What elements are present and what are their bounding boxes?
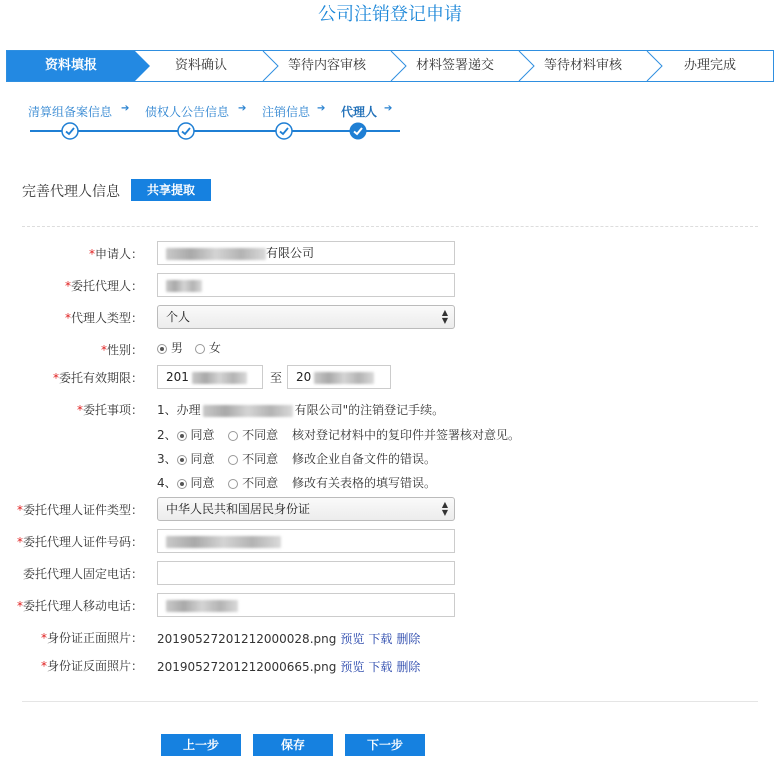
- arrow-right-icon: ➔: [384, 103, 393, 114]
- id-type-select[interactable]: 中华人民共和国居民身份证 ▲ ▼: [157, 497, 455, 521]
- bottom-divider: [22, 701, 758, 702]
- agree-radio[interactable]: 同意: [177, 428, 215, 442]
- check-circle-icon: [61, 122, 79, 140]
- applicant-label: *申请人：: [88, 247, 143, 261]
- gender-label: *性别：: [100, 343, 143, 357]
- fixed-phone-field[interactable]: [157, 561, 455, 585]
- download-link[interactable]: 下载: [368, 632, 393, 646]
- step-confirm-info: 资料确认: [174, 58, 227, 73]
- gender-male-radio[interactable]: 男: [157, 340, 183, 356]
- validity-end-input[interactable]: 20: [287, 365, 391, 389]
- step-fill-info: 资料填报: [44, 58, 97, 73]
- matter-item-4: 4、 同意 不同意 修改有关表格的填写错误。: [157, 476, 436, 490]
- applicant-field[interactable]: 有限公司: [157, 241, 455, 265]
- disagree-radio[interactable]: 不同意: [228, 428, 278, 442]
- delete-link[interactable]: 删除: [396, 632, 421, 646]
- id-number-label: *委托代理人证件号码：: [16, 535, 143, 549]
- step-material-review: 等待材料审核: [543, 58, 622, 73]
- check-circle-filled-icon: [349, 122, 367, 140]
- disagree-radio[interactable]: 不同意: [228, 476, 278, 490]
- arrow-right-icon: ➔: [238, 103, 247, 114]
- substep-agent[interactable]: 代理人: [341, 105, 378, 119]
- delete-link[interactable]: 删除: [396, 660, 421, 674]
- save-button[interactable]: 保存: [253, 734, 333, 756]
- arrow-right-icon: ➔: [121, 103, 130, 114]
- id-front-file: 20190527201212000028.png 预览 下载 删除: [157, 632, 421, 646]
- substep-creditor[interactable]: 债权人公告信息: [145, 105, 230, 119]
- step-complete: 办理完成: [683, 58, 736, 73]
- fixed-phone-label: 委托代理人固定电话：: [22, 567, 143, 581]
- check-circle-icon: [275, 122, 293, 140]
- substep-cancel-info[interactable]: 注销信息: [262, 105, 311, 119]
- agree-radio[interactable]: 同意: [177, 476, 215, 490]
- sub-step-line: [30, 130, 400, 132]
- section-title: 完善代理人信息: [22, 184, 120, 200]
- validity-start-input[interactable]: 201: [157, 365, 263, 389]
- arrow-right-icon: ➔: [317, 103, 326, 114]
- check-circle-icon: [177, 122, 195, 140]
- agent-type-label: *代理人类型：: [64, 311, 143, 325]
- agree-radio[interactable]: 同意: [177, 452, 215, 466]
- preview-link[interactable]: 预览: [340, 632, 365, 646]
- id-number-field[interactable]: [157, 529, 455, 553]
- agent-name-label: *委托代理人：: [64, 279, 143, 293]
- id-type-label: *委托代理人证件类型：: [16, 503, 143, 517]
- matters-label: *委托事项：: [76, 403, 143, 417]
- disagree-radio[interactable]: 不同意: [228, 452, 278, 466]
- id-back-file: 20190527201212000665.png 预览 下载 删除: [157, 660, 421, 674]
- matter-item-1: 1、办理 有限公司"的注销登记手续。: [157, 403, 445, 417]
- substep-liquidation[interactable]: 清算组备案信息: [28, 105, 113, 119]
- next-step-button[interactable]: 下一步: [345, 734, 425, 756]
- select-updown-icon: ▲ ▼: [441, 308, 448, 325]
- select-updown-icon: ▲ ▼: [441, 500, 448, 517]
- step-sign-submit: 材料签署递交: [415, 58, 494, 73]
- matter-item-3: 3、 同意 不同意 修改企业自备文件的错误。: [157, 452, 436, 466]
- page-title: 公司注销登记申请: [318, 4, 462, 25]
- download-link[interactable]: 下载: [368, 660, 393, 674]
- gender-female-radio[interactable]: 女: [195, 340, 221, 356]
- id-front-label: *身份证正面照片：: [40, 631, 143, 645]
- prev-step-button[interactable]: 上一步: [161, 734, 241, 756]
- mobile-phone-field[interactable]: [157, 593, 455, 617]
- section-divider: [22, 226, 758, 227]
- share-extract-button[interactable]: 共享提取: [131, 179, 211, 201]
- agent-type-select[interactable]: 个人 ▲ ▼: [157, 305, 455, 329]
- step-content-review: 等待内容审核: [287, 58, 366, 73]
- validity-to-text: 至: [270, 371, 283, 385]
- matter-item-2: 2、 同意 不同意 核对登记材料中的复印件并签署核对意见。: [157, 428, 520, 442]
- id-back-label: *身份证反面照片：: [40, 659, 143, 673]
- preview-link[interactable]: 预览: [340, 660, 365, 674]
- validity-label: *委托有效期限：: [52, 371, 143, 385]
- agent-name-field[interactable]: [157, 273, 455, 297]
- mobile-phone-label: *委托代理人移动电话：: [16, 599, 143, 613]
- sub-step-nav: [20, 100, 420, 144]
- progress-step-bar: [6, 50, 774, 82]
